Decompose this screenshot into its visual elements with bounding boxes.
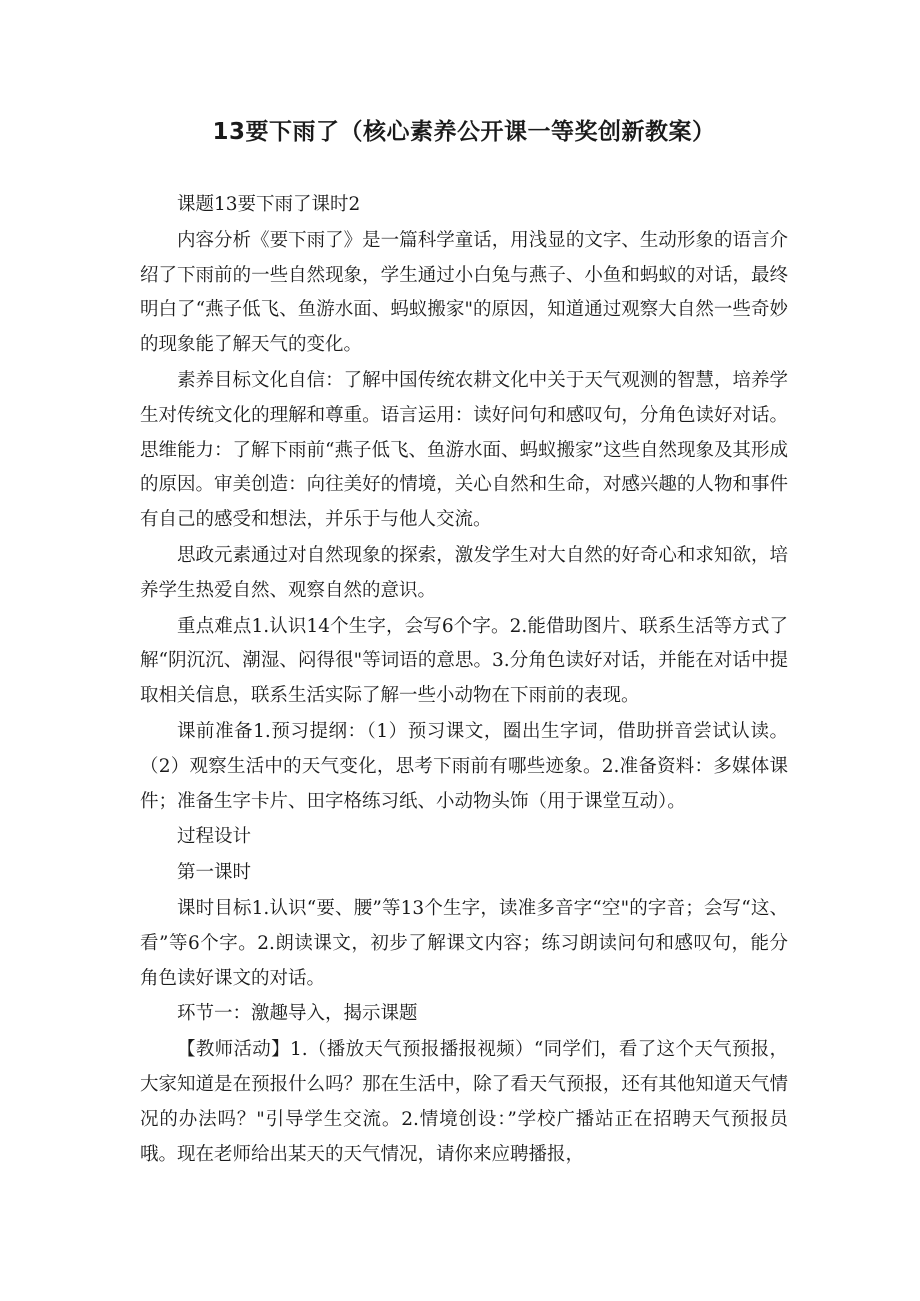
paragraph-content-analysis: 内容分析《要下雨了》是一篇科学童话，用浅显的文字、生动形象的语言介绍了下雨前的一些自然现象，学生通过小白兔与燕子、小鱼和蚂蚁的对话，最终明白了“燕子低飞、鱼游水面、蚂蚁搬家"的原因，知道通过观察大自然一些奇妙的现象能了解天气的变化。 [140, 229, 788, 356]
heading-process-design: 过程设计 [177, 826, 252, 848]
paragraph-preparation: 课前准备1.预习提纲：（1）预习课文，圈出生字词，借助拼音尝试认读。（2）观察生活中的天气变化，思考下雨前有哪些迹象。2.准备资料：多媒体课件；准备生字卡片、田字格练习纸、小动物头饰（用于课堂互动）。 [140, 720, 788, 812]
paragraph-literacy-goals: 素养目标文化自信：了解中国传统农耕文化中关于天气观测的智慧，培养学生对传统文化的理解和尊重。语言运用：读好问句和感叹句，分角色读好对话。思维能力：了解下雨前“燕子低飞、鱼游水面、蚂蚁搬家”这些自然现象及其形成的原因。审美创造：向往美好的情境，关心自然和生命，对感兴趣的人物和事件有自己的感受和想法，并乐于与他人交流。 [140, 369, 788, 531]
paragraph-key-difficulties: 重点难点1.认识14个生字，会写6个字。2.能借助图片、联系生活等方式了解“阴沉沉、潮湿、闷得很"等词语的意思。3.分角色读好对话，并能在对话中提取相关信息，联系生活实际了解一些小动物在下雨前的表现。 [140, 615, 788, 707]
document-title: 13要下雨了（核心素养公开课一等奖创新教案） [212, 119, 716, 145]
paragraph-teacher-activity: 【教师活动】1.（播放天气预报播报视频）“同学们，看了这个天气预报，大家知道是在预报什么吗？那在生活中，除了看天气预报，还有其他知道天气情况的办法吗？"引导学生交流。2.情境创设：”学校广播站正在招聘天气预报员哦。现在老师给出某天的天气情况，请你来应聘播报， [140, 1039, 788, 1165]
paragraph-lesson-topic: 课题13要下雨了课时2 [177, 194, 361, 215]
paragraph-lesson-goals: 课时目标1.认识“要、腰”等13个生字，读准多音字“空"的字音；会写“这、看”等6个字。2.朗读课文，初步了解课文内容；练习朗读问句和感叹句，能分角色读好课文的对话。 [140, 897, 788, 989]
paragraph-ideological-elements: 思政元素通过对自然现象的探索，激发学生对大自然的好奇心和求知欲，培养学生热爱自然、观察自然的意识。 [140, 544, 788, 601]
heading-step-one: 环节一：激趣导入，揭示课题 [177, 1003, 418, 1025]
heading-first-lesson: 第一课时 [177, 862, 252, 884]
